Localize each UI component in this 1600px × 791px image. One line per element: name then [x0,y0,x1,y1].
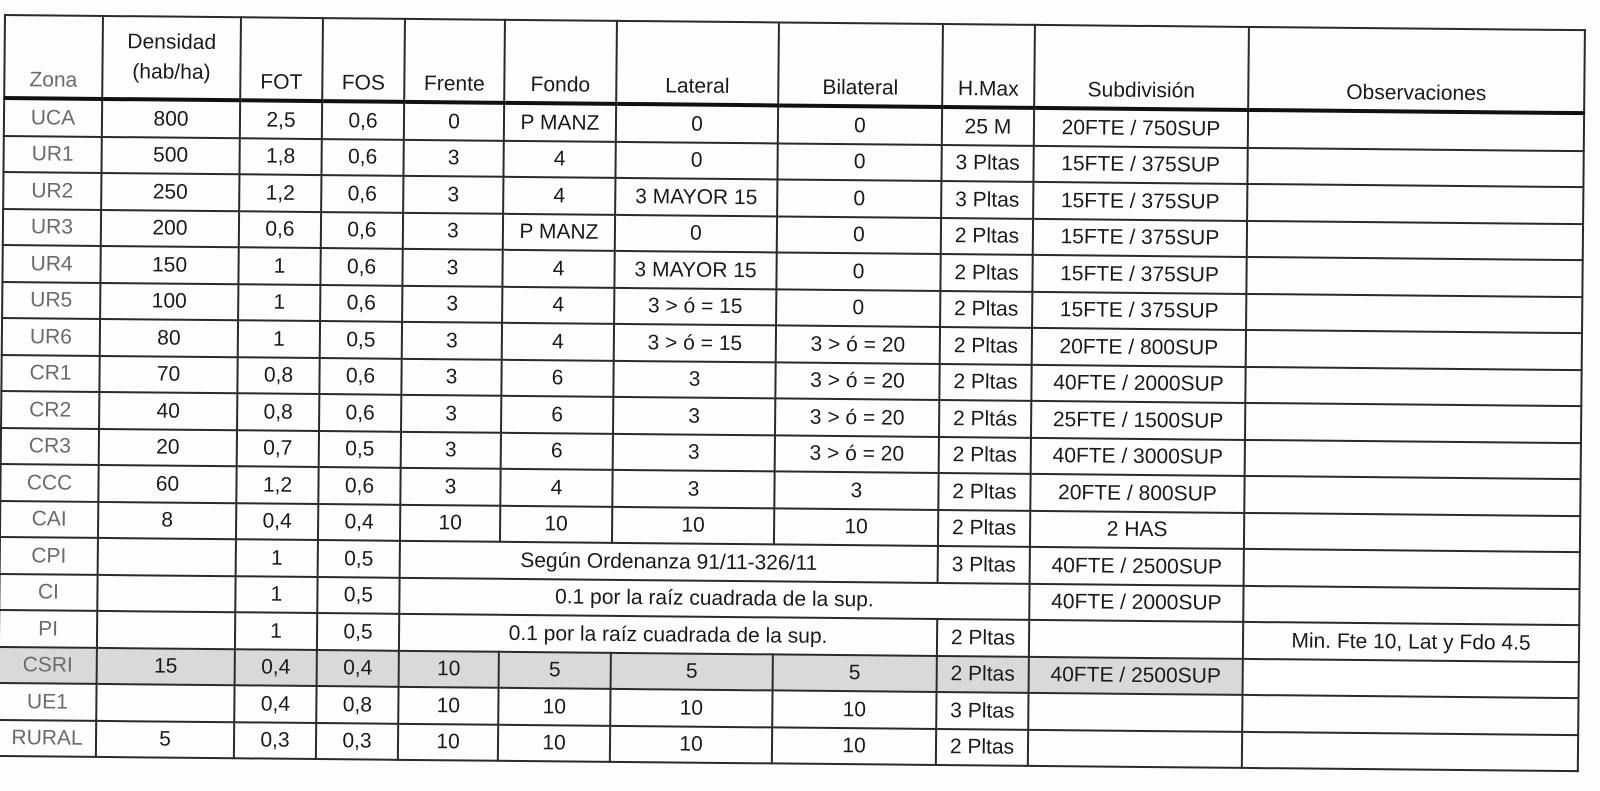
cell-subdivision: 20FTE / 750SUP [1034,108,1248,148]
cell-lateral: 0 [615,141,777,179]
cell-frente: 10 [400,504,500,541]
cell-densidad: 80 [100,319,238,357]
cell-fot: 1 [238,247,320,284]
cell-hmax: 2 Pltas [936,728,1028,765]
cell-fondo: 10 [500,505,612,543]
cell-observaciones [1246,330,1582,370]
cell-fos: 0,3 [316,723,398,760]
header-lateral: Lateral [616,21,779,106]
cell-fondo: 4 [500,469,612,507]
cell-zona: UCA [4,98,102,136]
cell-densidad: 70 [99,355,237,393]
cell-fos: 0,5 [320,321,402,358]
header-densidad-line2: (hab/ha) [132,60,211,84]
header-frente: Frente [404,19,505,103]
cell-subdivision: 40FTE / 2500SUP [1029,656,1243,695]
cell-zona: UR1 [3,136,101,173]
cell-lateral: 3 > ó = 15 [614,324,776,362]
cell-fos: 0,6 [321,175,403,212]
cell-lateral: 3 [613,397,775,435]
zoning-table [0,14,1586,772]
cell-frente: 3 [401,395,501,432]
cell-observaciones [1247,184,1583,224]
cell-fot: 1 [235,576,317,613]
header-fondo: Fondo [504,20,617,104]
cell-densidad: 500 [101,136,239,174]
cell-fot: 0,3 [234,722,316,759]
cell-bilateral: 5 [773,654,937,692]
cell-bilateral: 3 > ó = 20 [775,435,939,473]
cell-observaciones [1242,695,1578,735]
cell-fos: 0,5 [319,431,401,468]
cell-densidad: 8 [98,501,236,539]
cell-frente: 3 [402,249,502,286]
cell-densidad: 250 [101,173,239,211]
cell-fos: 0,6 [318,467,400,504]
cell-hmax: 2 Pltas [940,254,1032,291]
cell-fot: 1 [236,539,318,576]
cell-hmax: 2 Pltas [938,473,1030,510]
cell-zona: CCC [0,464,98,501]
cell-fondo: P MANZ [503,213,615,251]
cell-hmax: 2 Pltas [938,509,1030,546]
cell-subdivision: 40FTE / 2500SUP [1030,547,1244,586]
cell-fondo: 6 [501,432,613,470]
cell-bilateral: 3 > ó = 20 [775,398,939,436]
cell-merged-retiros: Según Ordenanza 91/11-326/11 [400,541,938,583]
cell-hmax: 3 Pltas [941,181,1033,218]
cell-densidad: 150 [100,246,238,284]
cell-bilateral: 3 > ó = 20 [776,325,940,363]
header-row [4,15,1585,113]
cell-bilateral: 0 [777,143,941,181]
cell-zona: CR3 [1,427,99,464]
cell-frente: 10 [399,650,499,687]
cell-observaciones [1248,110,1584,151]
cell-lateral: 10 [612,506,774,544]
cell-fondo: 6 [501,359,613,397]
cell-zona: UE1 [0,683,97,720]
cell-observaciones [1244,512,1580,552]
cell-fos: 0,6 [319,394,401,431]
cell-hmax: 3 Pltas [936,692,1028,729]
header-densidad [102,16,241,100]
cell-zona: UR6 [2,318,100,355]
cell-fot: 0,8 [237,393,319,430]
cell-densidad: 40 [99,392,237,430]
cell-subdivision: 40FTE / 2000SUP [1031,364,1245,403]
cell-subdivision: 15FTE / 375SUP [1032,291,1246,330]
cell-hmax: 2 Pltas [939,363,1031,400]
cell-frente: 3 [401,431,501,468]
cell-hmax: 2 Pltas [941,218,1033,255]
cell-densidad [97,611,235,649]
cell-zona: CPI [0,537,98,574]
cell-observaciones [1243,658,1579,698]
cell-lateral: 3 MAYOR 15 [615,178,777,216]
cell-subdivision: 20FTE / 800SUP [1032,328,1246,367]
cell-lateral: 0 [616,104,778,143]
cell-fondo: 4 [502,250,614,288]
cell-observaciones [1245,439,1581,479]
cell-observaciones [1246,293,1582,333]
cell-merged-retiros: 0.1 por la raíz cuadrada de la sup. [399,577,1029,620]
cell-fos: 0,8 [316,686,398,723]
cell-densidad: 100 [100,282,238,320]
cell-densidad: 15 [97,647,235,685]
cell-fondo: 6 [501,396,613,434]
cell-densidad: 20 [99,428,237,466]
cell-lateral: 5 [611,652,773,690]
cell-hmax: 2 Pltas [937,655,1029,692]
cell-zona: CSRI [0,646,97,683]
cell-lateral: 10 [610,689,772,727]
cell-observaciones [1247,147,1583,187]
header-fot: FOT [240,17,323,101]
cell-observaciones [1245,366,1581,406]
cell-observaciones: Min. Fte 10, Lat y Fdo 4.5 [1243,622,1579,662]
cell-fos: 0,5 [318,540,400,577]
header-hmax: H.Max [942,24,1035,108]
cell-fot: 1,8 [239,138,321,175]
cell-fondo: 4 [503,140,615,178]
cell-subdivision: 20FTE / 800SUP [1030,474,1244,513]
header-fos: FOS [322,18,405,102]
cell-subdivision: 15FTE / 375SUP [1033,182,1247,221]
cell-observaciones [1246,257,1582,297]
cell-zona: UR5 [2,281,100,318]
cell-densidad [96,684,234,722]
cell-lateral: 3 > ó = 15 [614,287,776,325]
cell-fot: 0,4 [234,685,316,722]
cell-fos: 0,4 [317,650,399,687]
cell-observaciones [1244,549,1580,589]
cell-hmax: 2 Pltas [940,291,1032,328]
cell-subdivision: 40FTE / 2000SUP [1029,583,1243,622]
cell-subdivision [1029,620,1243,659]
cell-bilateral: 0 [778,105,942,144]
cell-densidad [98,538,236,576]
cell-zona: CI [0,573,98,610]
cell-observaciones [1247,220,1583,260]
cell-subdivision: 15FTE / 375SUP [1033,145,1247,184]
cell-fos: 0,6 [320,248,402,285]
cell-lateral: 3 MAYOR 15 [614,251,776,289]
cell-frente: 10 [398,687,498,724]
cell-observaciones [1242,731,1578,771]
cell-fot: 1,2 [236,466,318,503]
cell-bilateral: 0 [777,179,941,217]
header-observaciones: Observaciones [1248,27,1585,113]
cell-fot: 0,4 [235,649,317,686]
cell-fos: 0,4 [318,504,400,541]
cell-hmax: 25 M [942,107,1034,145]
cell-subdivision: 25FTE / 1500SUP [1031,401,1245,440]
cell-fot: 1 [235,612,317,649]
cell-densidad: 60 [98,465,236,503]
cell-fos: 0,6 [321,139,403,176]
cell-frente: 3 [402,285,502,322]
cell-lateral: 3 [613,360,775,398]
cell-fot: 2,5 [240,100,322,138]
cell-subdivision: 40FTE / 3000SUP [1031,437,1245,476]
cell-fot: 1,2 [239,174,321,211]
cell-hmax: 2 Pltas [937,619,1029,656]
cell-subdivision: 15FTE / 375SUP [1032,255,1246,294]
cell-observaciones [1245,403,1581,443]
cell-zona: CAI [0,500,98,537]
cell-zona: PI [0,610,97,647]
cell-subdivision: 15FTE / 375SUP [1033,218,1247,257]
cell-densidad [97,574,235,612]
header-zona: Zona [4,15,103,99]
cell-hmax: 2 Pltas [940,327,1032,364]
cell-hmax: 3 Pltas [941,145,1033,182]
cell-lateral: 3 [612,470,774,508]
cell-zona: UR3 [3,209,101,246]
cell-fondo: 5 [499,651,611,689]
cell-bilateral: 10 [772,690,936,728]
cell-fondo: 4 [503,177,615,215]
cell-zona: RURAL [0,719,96,756]
cell-frente: 3 [403,176,503,213]
cell-zona: CR1 [1,354,99,391]
cell-subdivision: 2 HAS [1030,510,1244,549]
cell-frente: 3 [402,322,502,359]
cell-fondo: 10 [498,724,610,762]
cell-fondo: 4 [502,286,614,324]
cell-fot: 1 [238,320,320,357]
cell-hmax: 2 Pltás [939,400,1031,437]
cell-densidad: 800 [102,99,240,138]
cell-fot: 0,4 [236,503,318,540]
cell-fot: 0,7 [237,430,319,467]
cell-fos: 0,5 [317,613,399,650]
cell-fot: 1 [238,284,320,321]
header-densidad-line1: Densidad [127,29,217,54]
cell-observaciones [1243,585,1579,625]
cell-zona: UR2 [3,172,101,209]
cell-fondo: 10 [498,688,610,726]
cell-fondo: 4 [502,323,614,361]
cell-frente: 3 [403,139,503,176]
cell-frente: 3 [401,358,501,395]
cell-fot: 0,8 [237,357,319,394]
cell-bilateral: 0 [776,252,940,290]
cell-bilateral: 3 [774,471,938,509]
cell-subdivision [1028,729,1242,768]
header-subdivision: Subdivisión [1034,25,1249,110]
cell-bilateral: 3 > ó = 20 [775,362,939,400]
cell-bilateral: 0 [776,289,940,327]
cell-merged-retiros: 0.1 por la raíz cuadrada de la sup. [399,614,937,656]
cell-bilateral: 10 [772,727,936,765]
cell-subdivision [1028,693,1242,732]
cell-frente: 3 [403,212,503,249]
cell-frente: 0 [404,102,504,140]
cell-densidad: 200 [101,209,239,247]
cell-fos: 0,6 [322,101,404,139]
cell-fos: 0,6 [320,285,402,322]
cell-observaciones [1244,476,1580,516]
cell-bilateral: 0 [777,216,941,254]
cell-fondo: P MANZ [504,103,616,142]
cell-densidad: 5 [96,720,234,758]
cell-hmax: 3 Pltas [938,546,1030,583]
cell-fot: 0,6 [239,211,321,248]
cell-fos: 0,6 [321,212,403,249]
cell-frente: 3 [400,468,500,505]
cell-lateral: 3 [613,433,775,471]
cell-zona: CR2 [1,391,99,428]
cell-frente: 10 [398,723,498,760]
cell-lateral: 10 [610,725,772,763]
cell-fos: 0,6 [319,358,401,395]
cell-hmax: 2 Pltas [939,436,1031,473]
cell-bilateral: 10 [774,508,938,546]
cell-fos: 0,5 [317,577,399,614]
header-bilateral: Bilateral [778,22,943,107]
cell-lateral: 0 [615,214,777,252]
cell-zona: UR4 [2,245,100,282]
